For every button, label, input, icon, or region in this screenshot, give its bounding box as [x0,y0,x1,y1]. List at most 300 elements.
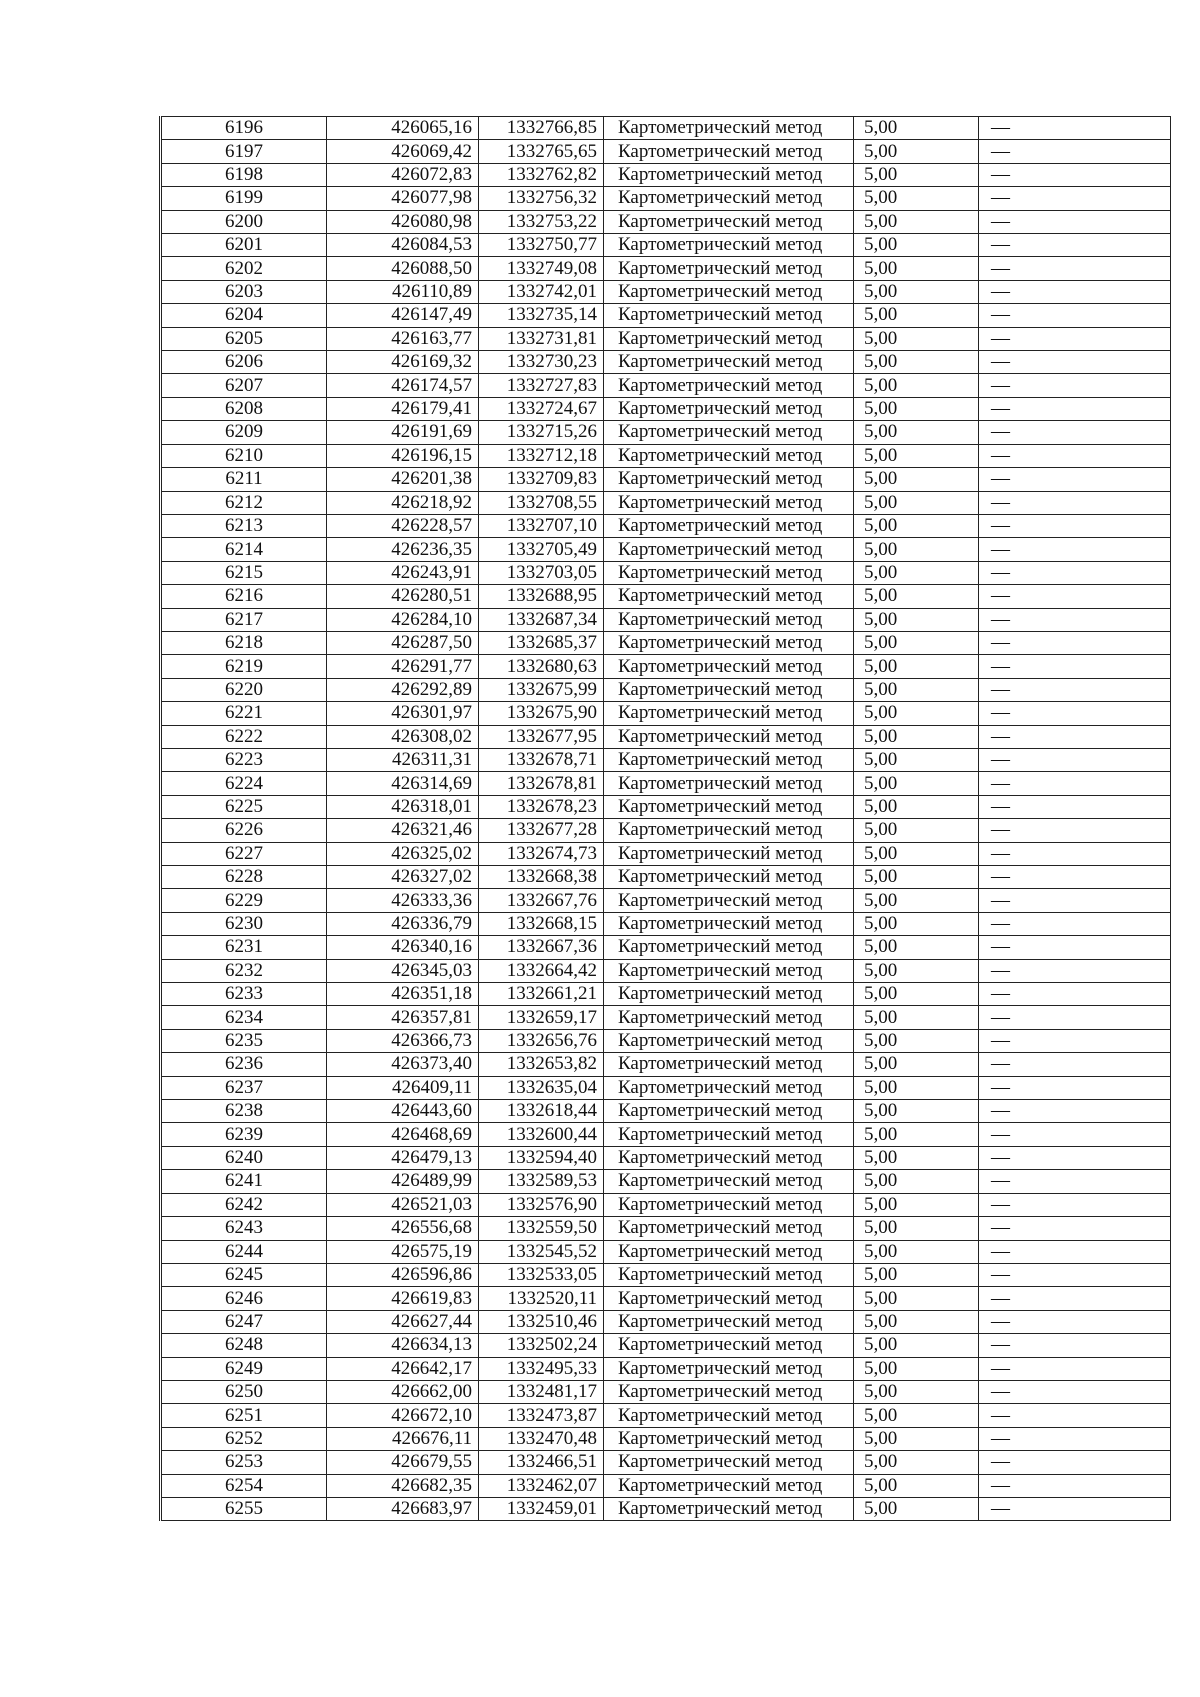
point-number-cell: 6231 [161,936,327,959]
error-value-cell: 5,00 [854,1100,979,1123]
error-value-cell: 5,00 [854,608,979,631]
error-value-cell: 5,00 [854,374,979,397]
point-number-cell: 6232 [161,959,327,982]
error-value-cell: 5,00 [854,1404,979,1427]
note-cell: — [979,327,1171,350]
point-number-cell: 6214 [161,538,327,561]
point-number-cell: 6217 [161,608,327,631]
point-number-cell: 6226 [161,819,327,842]
table-row [161,187,1171,210]
note-cell: — [979,725,1171,748]
y-coordinate-cell: 1332675,90 [479,702,604,725]
x-coordinate-cell: 426351,18 [327,983,479,1006]
method-cell: Картометрический метод [604,1170,854,1193]
x-coordinate-cell: 426311,31 [327,748,479,771]
note-cell: — [979,468,1171,491]
method-cell: Картометрический метод [604,1287,854,1310]
note-cell: — [979,538,1171,561]
method-cell: Картометрический метод [604,1451,854,1474]
note-cell: — [979,1240,1171,1263]
x-coordinate-cell: 426662,00 [327,1380,479,1403]
y-coordinate-cell: 1332678,71 [479,748,604,771]
point-number-cell: 6205 [161,327,327,350]
note-cell: — [979,1029,1171,1052]
point-number-cell: 6255 [161,1497,327,1520]
method-cell: Картометрический метод [604,889,854,912]
error-value-cell: 5,00 [854,234,979,257]
x-coordinate-cell: 426679,55 [327,1451,479,1474]
error-value-cell: 5,00 [854,983,979,1006]
note-cell: — [979,936,1171,959]
error-value-cell: 5,00 [854,117,979,140]
note-cell: — [979,1427,1171,1450]
point-number-cell: 6199 [161,187,327,210]
point-number-cell: 6221 [161,702,327,725]
note-cell: — [979,1380,1171,1403]
table-row [161,819,1171,842]
error-value-cell: 5,00 [854,397,979,420]
x-coordinate-cell: 426287,50 [327,631,479,654]
y-coordinate-cell: 1332730,23 [479,351,604,374]
method-cell: Картометрический метод [604,1334,854,1357]
point-number-cell: 6228 [161,866,327,889]
y-coordinate-cell: 1332667,76 [479,889,604,912]
error-value-cell: 5,00 [854,889,979,912]
method-cell: Картометрический метод [604,514,854,537]
table-row [161,351,1171,374]
error-value-cell: 5,00 [854,1146,979,1169]
method-cell: Картометрический метод [604,1474,854,1497]
error-value-cell: 5,00 [854,1217,979,1240]
point-number-cell: 6246 [161,1287,327,1310]
method-cell: Картометрический метод [604,1123,854,1146]
x-coordinate-cell: 426147,49 [327,304,479,327]
table-row [161,1287,1171,1310]
note-cell: — [979,514,1171,537]
x-coordinate-cell: 426301,97 [327,702,479,725]
note-cell: — [979,351,1171,374]
note-cell: — [979,1287,1171,1310]
error-value-cell: 5,00 [854,1123,979,1146]
x-coordinate-cell: 426228,57 [327,514,479,537]
point-number-cell: 6230 [161,912,327,935]
note-cell: — [979,491,1171,514]
y-coordinate-cell: 1332742,01 [479,280,604,303]
note-cell: — [979,1474,1171,1497]
note-cell: — [979,983,1171,1006]
y-coordinate-cell: 1332481,17 [479,1380,604,1403]
method-cell: Картометрический метод [604,140,854,163]
y-coordinate-cell: 1332735,14 [479,304,604,327]
y-coordinate-cell: 1332712,18 [479,444,604,467]
note-cell: — [979,1146,1171,1169]
y-coordinate-cell: 1332459,01 [479,1497,604,1520]
y-coordinate-cell: 1332703,05 [479,561,604,584]
table-row [161,748,1171,771]
x-coordinate-cell: 426077,98 [327,187,479,210]
method-cell: Картометрический метод [604,1263,854,1286]
table-row [161,1240,1171,1263]
note-cell: — [979,748,1171,771]
point-number-cell: 6216 [161,585,327,608]
y-coordinate-cell: 1332762,82 [479,163,604,186]
error-value-cell: 5,00 [854,819,979,842]
error-value-cell: 5,00 [854,1427,979,1450]
method-cell: Картометрический метод [604,163,854,186]
error-value-cell: 5,00 [854,280,979,303]
point-number-cell: 6241 [161,1170,327,1193]
table-row [161,140,1171,163]
y-coordinate-cell: 1332677,28 [479,819,604,842]
error-value-cell: 5,00 [854,655,979,678]
error-value-cell: 5,00 [854,585,979,608]
point-number-cell: 6244 [161,1240,327,1263]
y-coordinate-cell: 1332680,63 [479,655,604,678]
table-row [161,1427,1171,1450]
method-cell: Картометрический метод [604,491,854,514]
note-cell: — [979,631,1171,654]
x-coordinate-cell: 426179,41 [327,397,479,420]
point-number-cell: 6220 [161,678,327,701]
y-coordinate-cell: 1332709,83 [479,468,604,491]
method-cell: Картометрический метод [604,374,854,397]
table-row [161,444,1171,467]
method-cell: Картометрический метод [604,608,854,631]
x-coordinate-cell: 426110,89 [327,280,479,303]
y-coordinate-cell: 1332678,23 [479,795,604,818]
y-coordinate-cell: 1332668,15 [479,912,604,935]
error-value-cell: 5,00 [854,351,979,374]
y-coordinate-cell: 1332661,21 [479,983,604,1006]
y-coordinate-cell: 1332520,11 [479,1287,604,1310]
point-number-cell: 6198 [161,163,327,186]
point-number-cell: 6211 [161,468,327,491]
error-value-cell: 5,00 [854,491,979,514]
note-cell: — [979,1451,1171,1474]
x-coordinate-cell: 426327,02 [327,866,479,889]
x-coordinate-cell: 426521,03 [327,1193,479,1216]
x-coordinate-cell: 426291,77 [327,655,479,678]
error-value-cell: 5,00 [854,444,979,467]
point-number-cell: 6253 [161,1451,327,1474]
y-coordinate-cell: 1332502,24 [479,1334,604,1357]
point-number-cell: 6209 [161,421,327,444]
note-cell: — [979,795,1171,818]
point-number-cell: 6225 [161,795,327,818]
note-cell: — [979,374,1171,397]
method-cell: Картометрический метод [604,842,854,865]
note-cell: — [979,397,1171,420]
y-coordinate-cell: 1332731,81 [479,327,604,350]
x-coordinate-cell: 426318,01 [327,795,479,818]
method-cell: Картометрический метод [604,257,854,280]
error-value-cell: 5,00 [854,1474,979,1497]
y-coordinate-cell: 1332674,73 [479,842,604,865]
x-coordinate-cell: 426575,19 [327,1240,479,1263]
y-coordinate-cell: 1332715,26 [479,421,604,444]
note-cell: — [979,1053,1171,1076]
table-row [161,1193,1171,1216]
table-row [161,257,1171,280]
error-value-cell: 5,00 [854,959,979,982]
y-coordinate-cell: 1332664,42 [479,959,604,982]
method-cell: Картометрический метод [604,210,854,233]
x-coordinate-cell: 426284,10 [327,608,479,631]
error-value-cell: 5,00 [854,140,979,163]
error-value-cell: 5,00 [854,1287,979,1310]
point-number-cell: 6252 [161,1427,327,1450]
point-number-cell: 6206 [161,351,327,374]
point-number-cell: 6233 [161,983,327,1006]
method-cell: Картометрический метод [604,631,854,654]
x-coordinate-cell: 426243,91 [327,561,479,584]
method-cell: Картометрический метод [604,725,854,748]
note-cell: — [979,819,1171,842]
table-row [161,608,1171,631]
x-coordinate-cell: 426218,92 [327,491,479,514]
x-coordinate-cell: 426196,15 [327,444,479,467]
table-row [161,163,1171,186]
error-value-cell: 5,00 [854,210,979,233]
table-row [161,1006,1171,1029]
error-value-cell: 5,00 [854,912,979,935]
method-cell: Картометрический метод [604,983,854,1006]
table-row [161,1380,1171,1403]
table-row [161,983,1171,1006]
x-coordinate-cell: 426174,57 [327,374,479,397]
y-coordinate-cell: 1332688,95 [479,585,604,608]
point-number-cell: 6202 [161,257,327,280]
x-coordinate-cell: 426479,13 [327,1146,479,1169]
error-value-cell: 5,00 [854,748,979,771]
note-cell: — [979,304,1171,327]
method-cell: Картометрический метод [604,351,854,374]
point-number-cell: 6201 [161,234,327,257]
error-value-cell: 5,00 [854,257,979,280]
note-cell: — [979,678,1171,701]
error-value-cell: 5,00 [854,702,979,725]
note-cell: — [979,912,1171,935]
y-coordinate-cell: 1332653,82 [479,1053,604,1076]
x-coordinate-cell: 426489,99 [327,1170,479,1193]
error-value-cell: 5,00 [854,1263,979,1286]
x-coordinate-cell: 426340,16 [327,936,479,959]
y-coordinate-cell: 1332559,50 [479,1217,604,1240]
x-coordinate-cell: 426069,42 [327,140,479,163]
method-cell: Картометрический метод [604,819,854,842]
point-number-cell: 6240 [161,1146,327,1169]
table-row [161,912,1171,935]
point-number-cell: 6251 [161,1404,327,1427]
point-number-cell: 6218 [161,631,327,654]
table-row [161,866,1171,889]
error-value-cell: 5,00 [854,1170,979,1193]
y-coordinate-cell: 1332600,44 [479,1123,604,1146]
table-row [161,1146,1171,1169]
method-cell: Картометрический метод [604,748,854,771]
error-value-cell: 5,00 [854,327,979,350]
error-value-cell: 5,00 [854,1076,979,1099]
note-cell: — [979,257,1171,280]
coordinates-table [159,116,1171,1521]
point-number-cell: 6229 [161,889,327,912]
method-cell: Картометрический метод [604,1029,854,1052]
x-coordinate-cell: 426065,16 [327,117,479,140]
table-row [161,1076,1171,1099]
table-row [161,585,1171,608]
y-coordinate-cell: 1332727,83 [479,374,604,397]
table-row [161,1263,1171,1286]
note-cell: — [979,561,1171,584]
note-cell: — [979,889,1171,912]
note-cell: — [979,1123,1171,1146]
table-row [161,702,1171,725]
x-coordinate-cell: 426634,13 [327,1334,479,1357]
table-row [161,772,1171,795]
y-coordinate-cell: 1332473,87 [479,1404,604,1427]
table-row [161,1451,1171,1474]
y-coordinate-cell: 1332635,04 [479,1076,604,1099]
note-cell: — [979,210,1171,233]
method-cell: Картометрический метод [604,795,854,818]
x-coordinate-cell: 426072,83 [327,163,479,186]
error-value-cell: 5,00 [854,725,979,748]
point-number-cell: 6196 [161,117,327,140]
table-row [161,304,1171,327]
error-value-cell: 5,00 [854,631,979,654]
x-coordinate-cell: 426676,11 [327,1427,479,1450]
point-number-cell: 6243 [161,1217,327,1240]
point-number-cell: 6250 [161,1380,327,1403]
y-coordinate-cell: 1332466,51 [479,1451,604,1474]
table-row [161,1217,1171,1240]
error-value-cell: 5,00 [854,163,979,186]
y-coordinate-cell: 1332724,67 [479,397,604,420]
method-cell: Картометрический метод [604,304,854,327]
x-coordinate-cell: 426468,69 [327,1123,479,1146]
note-cell: — [979,1497,1171,1520]
table-row [161,514,1171,537]
note-cell: — [979,1170,1171,1193]
method-cell: Картометрический метод [604,702,854,725]
y-coordinate-cell: 1332656,76 [479,1029,604,1052]
y-coordinate-cell: 1332705,49 [479,538,604,561]
point-number-cell: 6245 [161,1263,327,1286]
point-number-cell: 6223 [161,748,327,771]
y-coordinate-cell: 1332510,46 [479,1310,604,1333]
error-value-cell: 5,00 [854,421,979,444]
error-value-cell: 5,00 [854,936,979,959]
table-row [161,795,1171,818]
error-value-cell: 5,00 [854,1334,979,1357]
error-value-cell: 5,00 [854,1380,979,1403]
y-coordinate-cell: 1332766,85 [479,117,604,140]
method-cell: Картометрический метод [604,1053,854,1076]
note-cell: — [979,1263,1171,1286]
point-number-cell: 6235 [161,1029,327,1052]
x-coordinate-cell: 426292,89 [327,678,479,701]
table-row [161,468,1171,491]
x-coordinate-cell: 426373,40 [327,1053,479,1076]
note-cell: — [979,444,1171,467]
x-coordinate-cell: 426409,11 [327,1076,479,1099]
x-coordinate-cell: 426080,98 [327,210,479,233]
x-coordinate-cell: 426314,69 [327,772,479,795]
note-cell: — [979,702,1171,725]
y-coordinate-cell: 1332668,38 [479,866,604,889]
error-value-cell: 5,00 [854,561,979,584]
error-value-cell: 5,00 [854,1240,979,1263]
table-row [161,678,1171,701]
note-cell: — [979,421,1171,444]
x-coordinate-cell: 426088,50 [327,257,479,280]
point-number-cell: 6237 [161,1076,327,1099]
point-number-cell: 6242 [161,1193,327,1216]
method-cell: Картометрический метод [604,117,854,140]
method-cell: Картометрический метод [604,1310,854,1333]
y-coordinate-cell: 1332685,37 [479,631,604,654]
method-cell: Картометрический метод [604,936,854,959]
error-value-cell: 5,00 [854,538,979,561]
point-number-cell: 6213 [161,514,327,537]
method-cell: Картометрический метод [604,561,854,584]
table-row [161,1404,1171,1427]
x-coordinate-cell: 426321,46 [327,819,479,842]
method-cell: Картометрический метод [604,1380,854,1403]
point-number-cell: 6234 [161,1006,327,1029]
y-coordinate-cell: 1332667,36 [479,936,604,959]
error-value-cell: 5,00 [854,842,979,865]
method-cell: Картометрический метод [604,397,854,420]
method-cell: Картометрический метод [604,1427,854,1450]
x-coordinate-cell: 426672,10 [327,1404,479,1427]
error-value-cell: 5,00 [854,795,979,818]
y-coordinate-cell: 1332753,22 [479,210,604,233]
table-row [161,1100,1171,1123]
table-row [161,327,1171,350]
table-row [161,842,1171,865]
point-number-cell: 6224 [161,772,327,795]
note-cell: — [979,585,1171,608]
method-cell: Картометрический метод [604,912,854,935]
point-number-cell: 6212 [161,491,327,514]
x-coordinate-cell: 426325,02 [327,842,479,865]
error-value-cell: 5,00 [854,187,979,210]
method-cell: Картометрический метод [604,1076,854,1099]
point-number-cell: 6254 [161,1474,327,1497]
point-number-cell: 6215 [161,561,327,584]
x-coordinate-cell: 426443,60 [327,1100,479,1123]
note-cell: — [979,866,1171,889]
y-coordinate-cell: 1332756,32 [479,187,604,210]
y-coordinate-cell: 1332765,65 [479,140,604,163]
y-coordinate-cell: 1332594,40 [479,1146,604,1169]
y-coordinate-cell: 1332675,99 [479,678,604,701]
point-number-cell: 6219 [161,655,327,678]
table-row [161,117,1171,140]
x-coordinate-cell: 426163,77 [327,327,479,350]
point-number-cell: 6200 [161,210,327,233]
table-row [161,538,1171,561]
error-value-cell: 5,00 [854,772,979,795]
note-cell: — [979,1404,1171,1427]
method-cell: Картометрический метод [604,1100,854,1123]
x-coordinate-cell: 426333,36 [327,889,479,912]
error-value-cell: 5,00 [854,678,979,701]
table-row [161,936,1171,959]
error-value-cell: 5,00 [854,1193,979,1216]
x-coordinate-cell: 426683,97 [327,1497,479,1520]
